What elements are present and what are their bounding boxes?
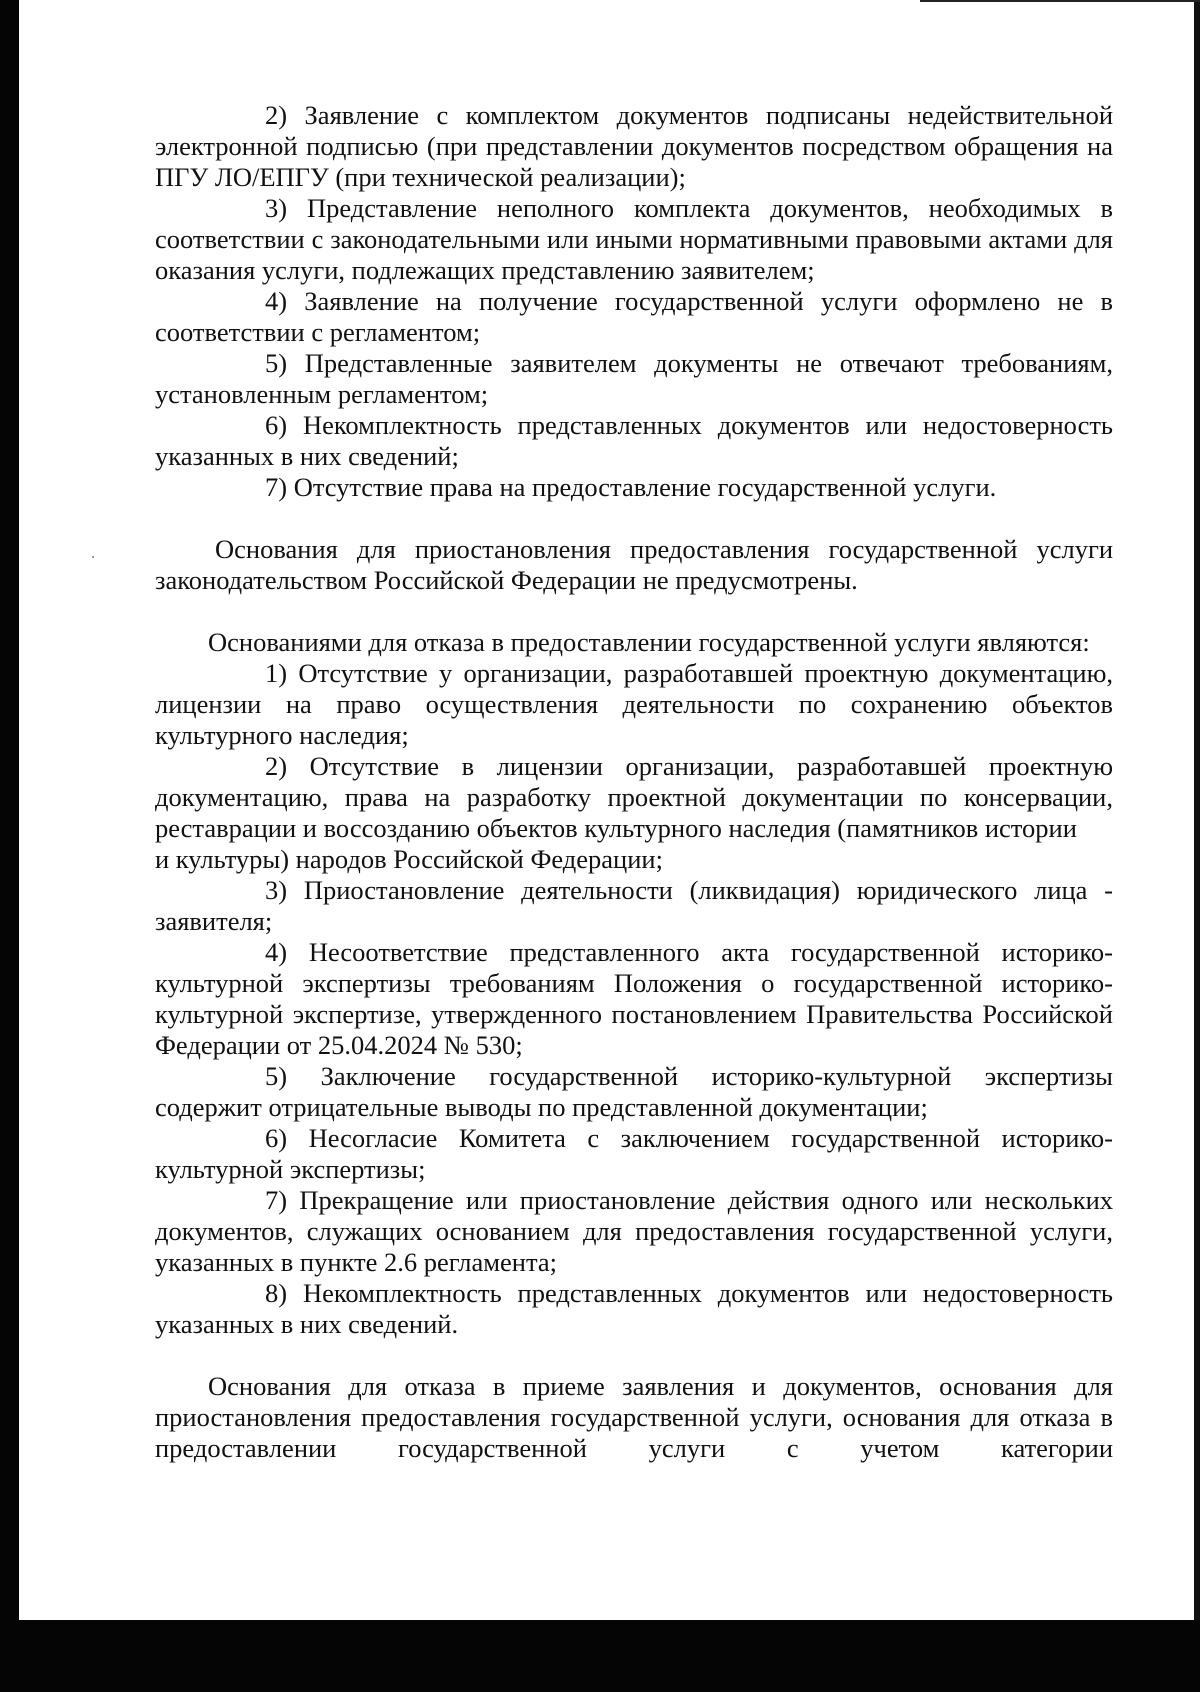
list-item: 2) Заявление с комплектом документов подписаны недействительной электронной подписью (при представлении документов посредством обращения на ПГУ ЛО/ЕПГУ (при технической реализации); [155,100,1114,192]
scan-speck [92,556,94,558]
document-page [155,100,1113,1464]
list-item: 2) Отсутствие в лицензии организации, разработавшей проектную документацию, права на разработку проектной документации по консервации, реставрации и воссозданию объектов культурного наследия (памятников истории [155,751,1114,843]
list-item: 8) Некомплектность представленных документов или недостоверность указанных в них сведений. [155,1278,1114,1339]
list-item: 7) Отсутствие права на предоставление государственной услуги. [265,472,997,502]
list-item: 1) Отсутствие у организации, разработавшей проектную документацию, лицензии на право осуществления деятельности по сохранению объектов культурного наследия; [155,658,1114,750]
scan-right-border [1194,0,1200,1692]
closing-paragraph: Основания для отказа в приеме заявления и документов, основания для приостановления предоставления государственной услуги, основания для отказа в предоставлении государственной услуги с учетом категории [155,1371,1113,1463]
scan-bottom-border [0,1620,1200,1692]
list-item: 5) Представленные заявителем документы не отвечают требованиям, установленным регламентом; [155,348,1114,409]
scan-top-line [920,0,1200,2]
scan-left-border [0,0,19,1692]
list-item: 4) Несоответствие представленного акта государственной историко-культурной экспертизы требованиям Положения о государственной историко-культурной экспертизе, утвержденного постановлением Правительства Российской Федерации от 25.04.2024 № 530; [155,937,1113,1060]
list-item: 6) Некомплектность представленных документов или недостоверность указанных в них сведений; [155,410,1114,471]
spacer [155,596,1113,627]
list-item: 7) Прекращение или приостановление действия одного или нескольких документов, служащих основанием для предоставления государственной услуги, указанных в пункте 2.6 регламента; [155,1185,1113,1277]
list-item: 3) Приостановление деятельности (ликвидация) юридического лица - заявителя; [155,875,1113,936]
list-item: 4) Заявление на получение государственной услуги оформлено не в соответствии с регламентом; [155,286,1114,347]
spacer [155,503,1113,534]
spacer [155,1340,1113,1371]
list-item-continuation: и культуры) народов Российской Федерации; [155,844,663,874]
list-item: 3) Представление неполного комплекта документов, необходимых в соответствии с законодательными или иными нормативными правовыми актами для оказания услуги, подлежащих представлению заявителем; [155,193,1113,285]
list-item: 5) Заключение государственной историко-культурной экспертизы содержит отрицательные выводы по представленной документации; [155,1061,1113,1122]
suspension-paragraph: Основания для приостановления предоставления государственной услуги законодательством Российской Федерации не предусмотрены. [155,534,1113,595]
refusal-intro: Основаниями для отказа в предоставлении государственной услуги являются: [208,627,1090,657]
list-item: 6) Несогласие Комитета с заключением государственной историко-культурной экспертизы; [155,1123,1113,1184]
